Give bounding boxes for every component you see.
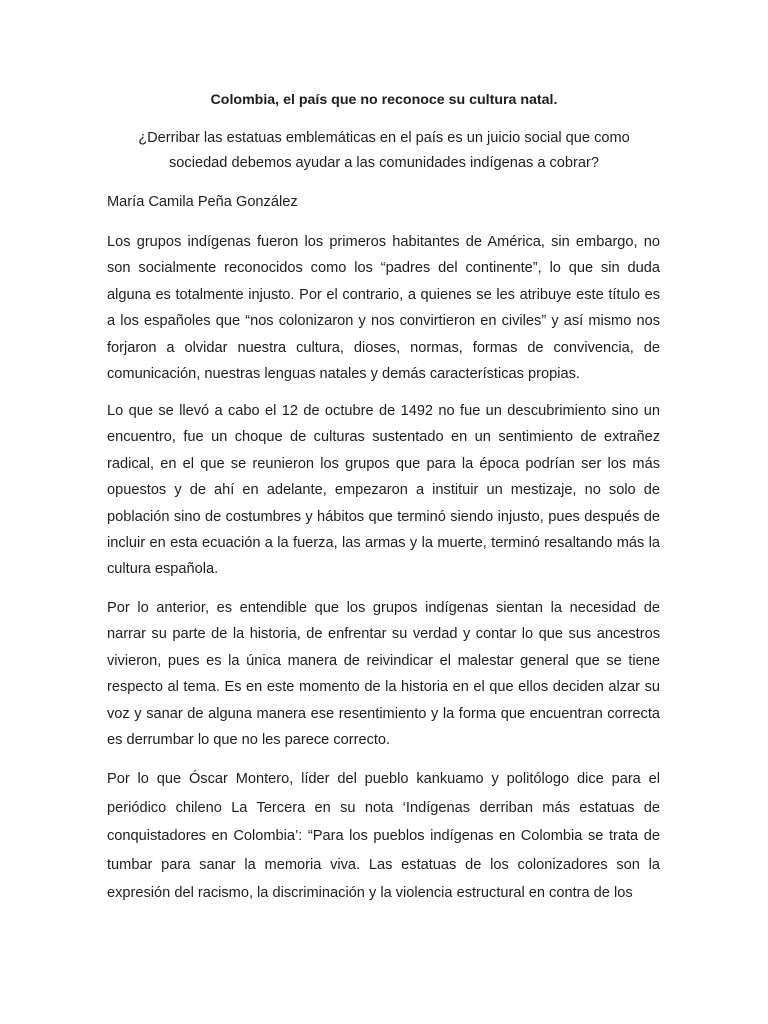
document-title: Colombia, el país que no reconoce su cultura natal. (210, 92, 558, 108)
document-subtitle: ¿Derribar las estatuas emblemáticas en el país es un juicio social que como sociedad debemos ayudar a las comunidades indígenas a cobrar? (138, 130, 630, 171)
paragraph: Por lo que Óscar Montero, líder del pueblo kankuamo y politólogo dice para el periódico chileno La Tercera en su nota ‘Indígenas derriban más estatuas de conquistadores en Colombia’: “Para los pueblos indígenas en Colombia se trata de tumbar para sanar la memoria viva. Las estatuas de los colonizadores son la expresión del racismo, la discriminación y la violencia estructural en contra de los (107, 771, 660, 902)
author-name: María Camila Peña González (107, 194, 298, 210)
paragraph: Por lo anterior, es entendible que los grupos indígenas sientan la necesidad de narrar su parte de la historia, de enfrentar su verdad y contar lo que sus ancestros vivieron, pues es la única manera de reivindicar el malestar general que se tiene respecto al tema. Es en este momento de la historia en el que ellos deciden alzar su voz y sanar de alguna manera ese resentimiento y la forma que encuentran correcta es derrumbar lo que no les parece correcto. (107, 600, 660, 749)
paragraph: Lo que se llevó a cabo el 12 de octubre de 1492 no fue un descubrimiento sino un encuentro, fue un choque de culturas sustentado en un sentimiento de extrañez radical, en el que se reunieron los grupos que para la época podrían ser los más opuestos y de ahí en adelante, empezaron a instituir un mestizaje, no solo de población sino de costumbres y hábitos que terminó siendo injusto, pues después de incluir en esta ecuación a la fuerza, las armas y la muerte, terminó resaltando más la cultura española. (107, 403, 660, 578)
paragraph: Los grupos indígenas fueron los primeros habitantes de América, sin embargo, no son socialmente reconocidos como los “padres del continente”, lo que sin duda alguna es totalmente injusto. Por el contrario, a quienes se les atribuye este título es a los españoles que “nos colonizaron y nos convirtieron en civiles” y así mismo nos forjaron a olvidar nuestra cultura, dioses, normas, formas de convivencia, de comunicación, nuestras lenguas natales y demás características propias. (107, 234, 660, 383)
